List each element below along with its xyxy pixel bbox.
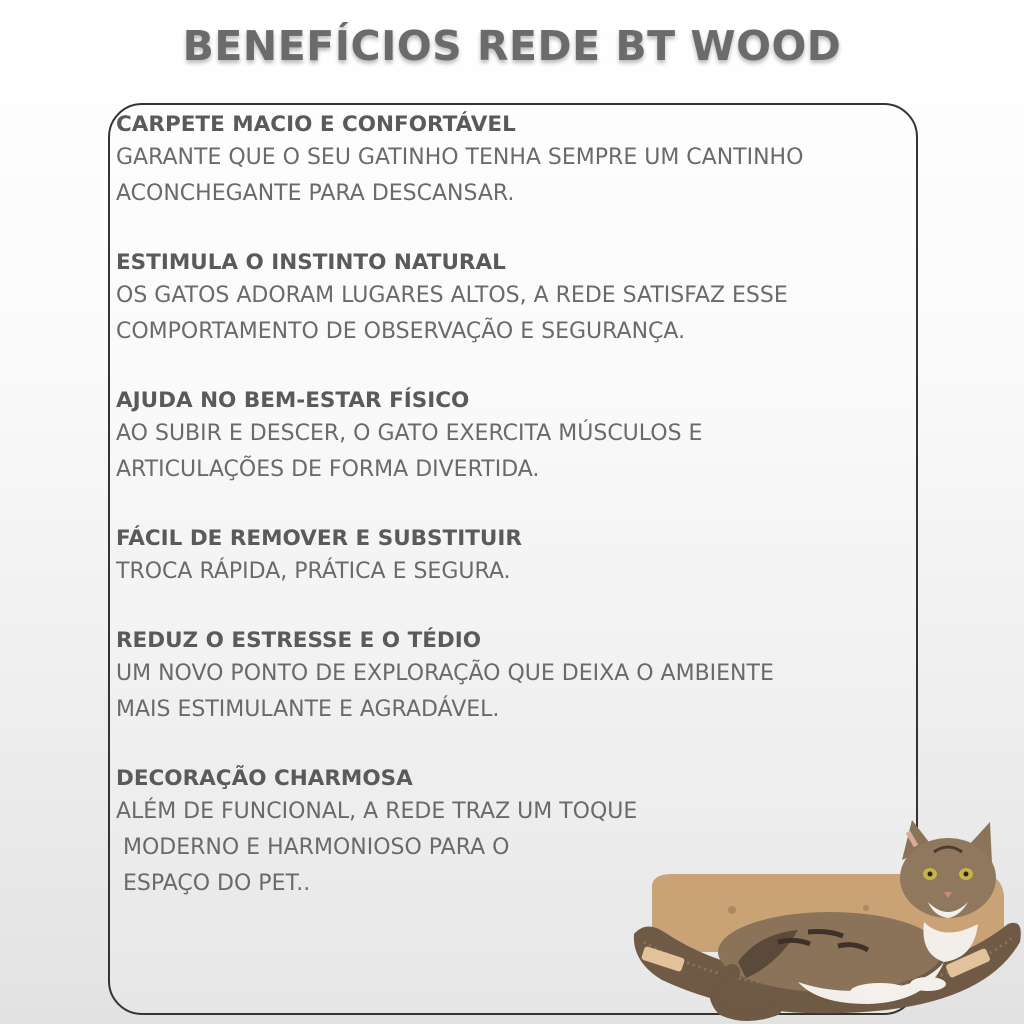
cat-on-hammock-icon <box>628 812 1024 1024</box>
benefit-item <box>116 110 916 212</box>
benefit-text-line: GARANTE QUE O SEU GATINHO TENHA SEMPRE UM CANTINHO <box>116 145 804 170</box>
benefit-title: AJUDA NO BEM-ESTAR FÍSICO <box>116 388 470 413</box>
benefit-text-line: ESPAÇO DO PET.. <box>116 871 311 896</box>
benefit-text-line: COMPORTAMENTO DE OBSERVAÇÃO E SEGURANÇA. <box>116 319 686 344</box>
benefit-item <box>116 248 916 350</box>
benefit-text-line: ACONCHEGANTE PARA DESCANSAR. <box>116 181 515 206</box>
benefit-text-line: AO SUBIR E DESCER, O GATO EXERCITA MÚSCULOS E <box>116 421 703 446</box>
benefit-text-line: ARTICULAÇÕES DE FORMA DIVERTIDA. <box>116 457 540 482</box>
benefit-title: CARPETE MACIO E CONFORTÁVEL <box>116 112 516 137</box>
benefit-text-line: OS GATOS ADORAM LUGARES ALTOS, A REDE SATISFAZ ESSE <box>116 283 788 308</box>
benefit-title: ESTIMULA O INSTINTO NATURAL <box>116 250 506 275</box>
page-title: BENEFÍCIOS REDE BT WOOD <box>182 22 842 70</box>
benefit-text-line: MAIS ESTIMULANTE E AGRADÁVEL. <box>116 697 500 722</box>
benefit-title: REDUZ O ESTRESSE E O TÉDIO <box>116 628 482 653</box>
benefit-text-line: MODERNO E HARMONIOSO PARA O <box>116 835 510 860</box>
benefit-item <box>116 524 916 590</box>
benefit-text-line: ALÉM DE FUNCIONAL, A REDE TRAZ UM TOQUE <box>116 799 638 824</box>
benefit-item <box>116 626 916 728</box>
benefit-item <box>116 386 916 488</box>
benefit-text-line: UM NOVO PONTO DE EXPLORAÇÃO QUE DEIXA O AMBIENTE <box>116 661 774 686</box>
benefit-title: DECORAÇÃO CHARMOSA <box>116 766 413 791</box>
benefit-text-line: TROCA RÁPIDA, PRÁTICA E SEGURA. <box>116 559 511 584</box>
benefit-title: FÁCIL DE REMOVER E SUBSTITUIR <box>116 526 522 551</box>
